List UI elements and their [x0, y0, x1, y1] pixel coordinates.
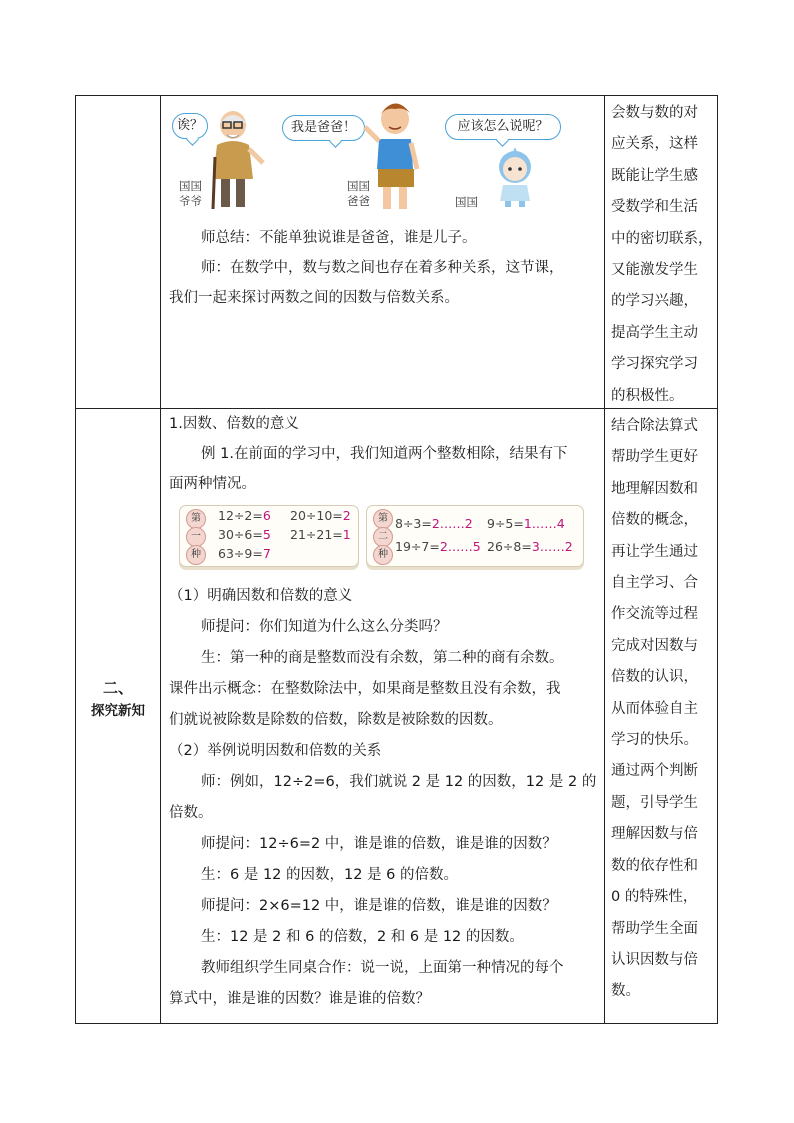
- row2-content-cell: [161, 409, 604, 1023]
- division-panel-second: [366, 505, 584, 567]
- speech-bubble-dad: 我是爸爸！: [282, 115, 365, 141]
- row2-intent-line: 学习的快乐。: [611, 732, 698, 749]
- row2-intent-line: 通过两个判断: [611, 763, 698, 780]
- body-line: 师：例如，12÷2=6，我们就说 2 是 12 的因数，12 是 2 的: [201, 774, 597, 790]
- equation: 26÷8=3……2: [487, 539, 573, 554]
- row1-line-2: 师：在数学中，数与数之间也存在着多种关系，这节课，: [201, 260, 564, 276]
- caption-grandpa-line2: 爷爷: [179, 194, 202, 208]
- equation: 9÷5=1……4: [487, 516, 565, 531]
- body-line: 师提问：你们知道为什么这么分类吗？: [201, 619, 448, 635]
- row1-content-cell: [161, 95, 604, 408]
- caption-dad-line1: 国国: [347, 179, 370, 193]
- equation: 30÷6=5: [218, 527, 271, 542]
- body-line: 们就说被除数是除数的倍数，除数是被除数的因数。: [169, 712, 503, 728]
- row1-intent-line: 受数学和生活: [611, 199, 698, 216]
- panel1-tag-3: 种: [186, 545, 206, 565]
- table-border-left: [75, 95, 76, 1024]
- equation: 12÷2=6: [218, 508, 271, 523]
- row1-intent-line: 的积极性。: [611, 387, 684, 404]
- body-line: 算式中，谁是谁的因数？谁是谁的倍数？: [169, 991, 430, 1007]
- section-heading: 1.因数、倍数的意义: [169, 416, 299, 432]
- panel1-tag-2: 一: [186, 527, 206, 547]
- row1-intent-line: 又能激发学生: [611, 262, 698, 279]
- caption-kid: 国国: [455, 195, 478, 209]
- panel1-tag-1: 第: [186, 509, 206, 529]
- subsection-2: （2）举例说明因数和倍数的关系: [169, 743, 382, 759]
- body-line: 生：第一种的商是整数而没有余数，第二种的商有余数。: [201, 650, 564, 666]
- row2-intent-line: 数的依存性和: [611, 857, 698, 874]
- speech-bubble-grandpa: 诶？: [172, 113, 208, 139]
- lesson-table: [75, 95, 718, 1024]
- row2-intent-cell: [611, 411, 711, 1008]
- caption-grandpa-line1: 国国: [179, 179, 202, 193]
- row1-line-3: 我们一起来探讨两数之间的因数与倍数关系。: [169, 290, 459, 306]
- body-line: 倍数。: [169, 805, 213, 821]
- subsection-1: （1）明确因数和倍数的意义: [169, 588, 353, 604]
- caption-grandpa: [179, 179, 202, 209]
- body-line: 师提问：2×6=12 中，谁是谁的倍数，谁是谁的因数？: [201, 898, 557, 914]
- row1-intent-line: 会数与数的对: [611, 105, 698, 121]
- body-line: 课件出示概念：在整数除法中，如果商是整数且没有余数，我: [169, 681, 561, 697]
- panel2-tag-3: 种: [373, 545, 393, 565]
- equation: 20÷10=2: [290, 508, 351, 523]
- row2-intent-line: 理解因数与倍: [611, 826, 698, 843]
- row2-intent-line: 从而体验自主: [611, 700, 698, 717]
- body-line: 师提问：12÷6=2 中，谁是谁的倍数，谁是谁的因数？: [201, 836, 557, 852]
- panel2-tag-1: 第: [373, 509, 393, 529]
- row1-intent-line: 中的密切联系，: [611, 230, 713, 247]
- speech-bubble-kid: 应该怎么说呢？: [445, 114, 561, 140]
- table-col-divider-2: [604, 95, 605, 1024]
- equation: 63÷9=7: [218, 546, 271, 561]
- row2-intent-line: 再让学生通过: [611, 543, 698, 560]
- row2-intent-line: 结合除法算式: [611, 418, 698, 434]
- example-line-2: 面两种情况。: [169, 476, 256, 492]
- equation: 8÷3=2……2: [395, 516, 473, 531]
- row2-intent-line: 数。: [611, 983, 640, 1000]
- row1-intent-line: 提高学生主动: [611, 324, 698, 341]
- grandpa-figure-icon: [203, 105, 269, 213]
- table-border-bottom: [75, 1023, 718, 1024]
- panel2-tag-2: 二: [373, 527, 393, 547]
- row2-intent-line: 题，引导学生: [611, 794, 698, 811]
- row2-intent-line: 倍数的认识，: [611, 669, 698, 686]
- row2-intent-line: 地理解因数和: [611, 480, 698, 497]
- row2-intent-line: 自主学习、合: [611, 575, 698, 592]
- row2-intent-line: 完成对因数与: [611, 637, 698, 654]
- family-illustration: [161, 95, 604, 220]
- row1-intent-line: 的学习兴趣，: [611, 293, 698, 310]
- row2-intent-line: 帮助学生更好: [611, 449, 698, 466]
- row2-intent-line: 认识因数与倍: [611, 951, 698, 968]
- body-line: 教师组织学生同桌合作：说一说，上面第一种情况的每个: [201, 960, 564, 976]
- row2-intent-line: 0 的特殊性，: [611, 889, 698, 906]
- body-line: 生：6 是 12 的因数，12 是 6 的倍数。: [201, 867, 459, 883]
- dad-figure-icon: [361, 97, 431, 215]
- stage-number: 二、: [102, 679, 133, 697]
- stage-title: 探究新知: [91, 703, 145, 719]
- row2-intent-line: 作交流等过程: [611, 606, 698, 623]
- row1-intent-line: 学习探究学习: [611, 356, 698, 373]
- caption-dad-line2: 爸爸: [347, 194, 370, 208]
- body-line: 生：12 是 2 和 6 的倍数，2 和 6 是 12 的因数。: [201, 929, 524, 945]
- example-line-1: 例 1.在前面的学习中，我们知道两个整数相除，结果有下: [201, 446, 568, 462]
- equation: 21÷21=1: [290, 527, 351, 542]
- table-border-right: [717, 95, 718, 1024]
- row1-intent-line: 应关系，这样: [611, 136, 698, 153]
- division-panel-first: [179, 505, 359, 567]
- row1-intent-cell: [611, 98, 711, 412]
- row2-intent-line: 帮助学生全面: [611, 920, 698, 937]
- row1-line-1: 师总结：不能单独说谁是爸爸，谁是儿子。: [201, 230, 477, 246]
- row1-intent-line: 既能让学生感: [611, 167, 698, 184]
- equation: 19÷7=2……5: [395, 539, 481, 554]
- row2-intent-line: 倍数的概念，: [611, 512, 698, 529]
- stage-label: [76, 677, 160, 723]
- caption-dad: [347, 179, 370, 209]
- kid-figure-icon: [491, 145, 541, 211]
